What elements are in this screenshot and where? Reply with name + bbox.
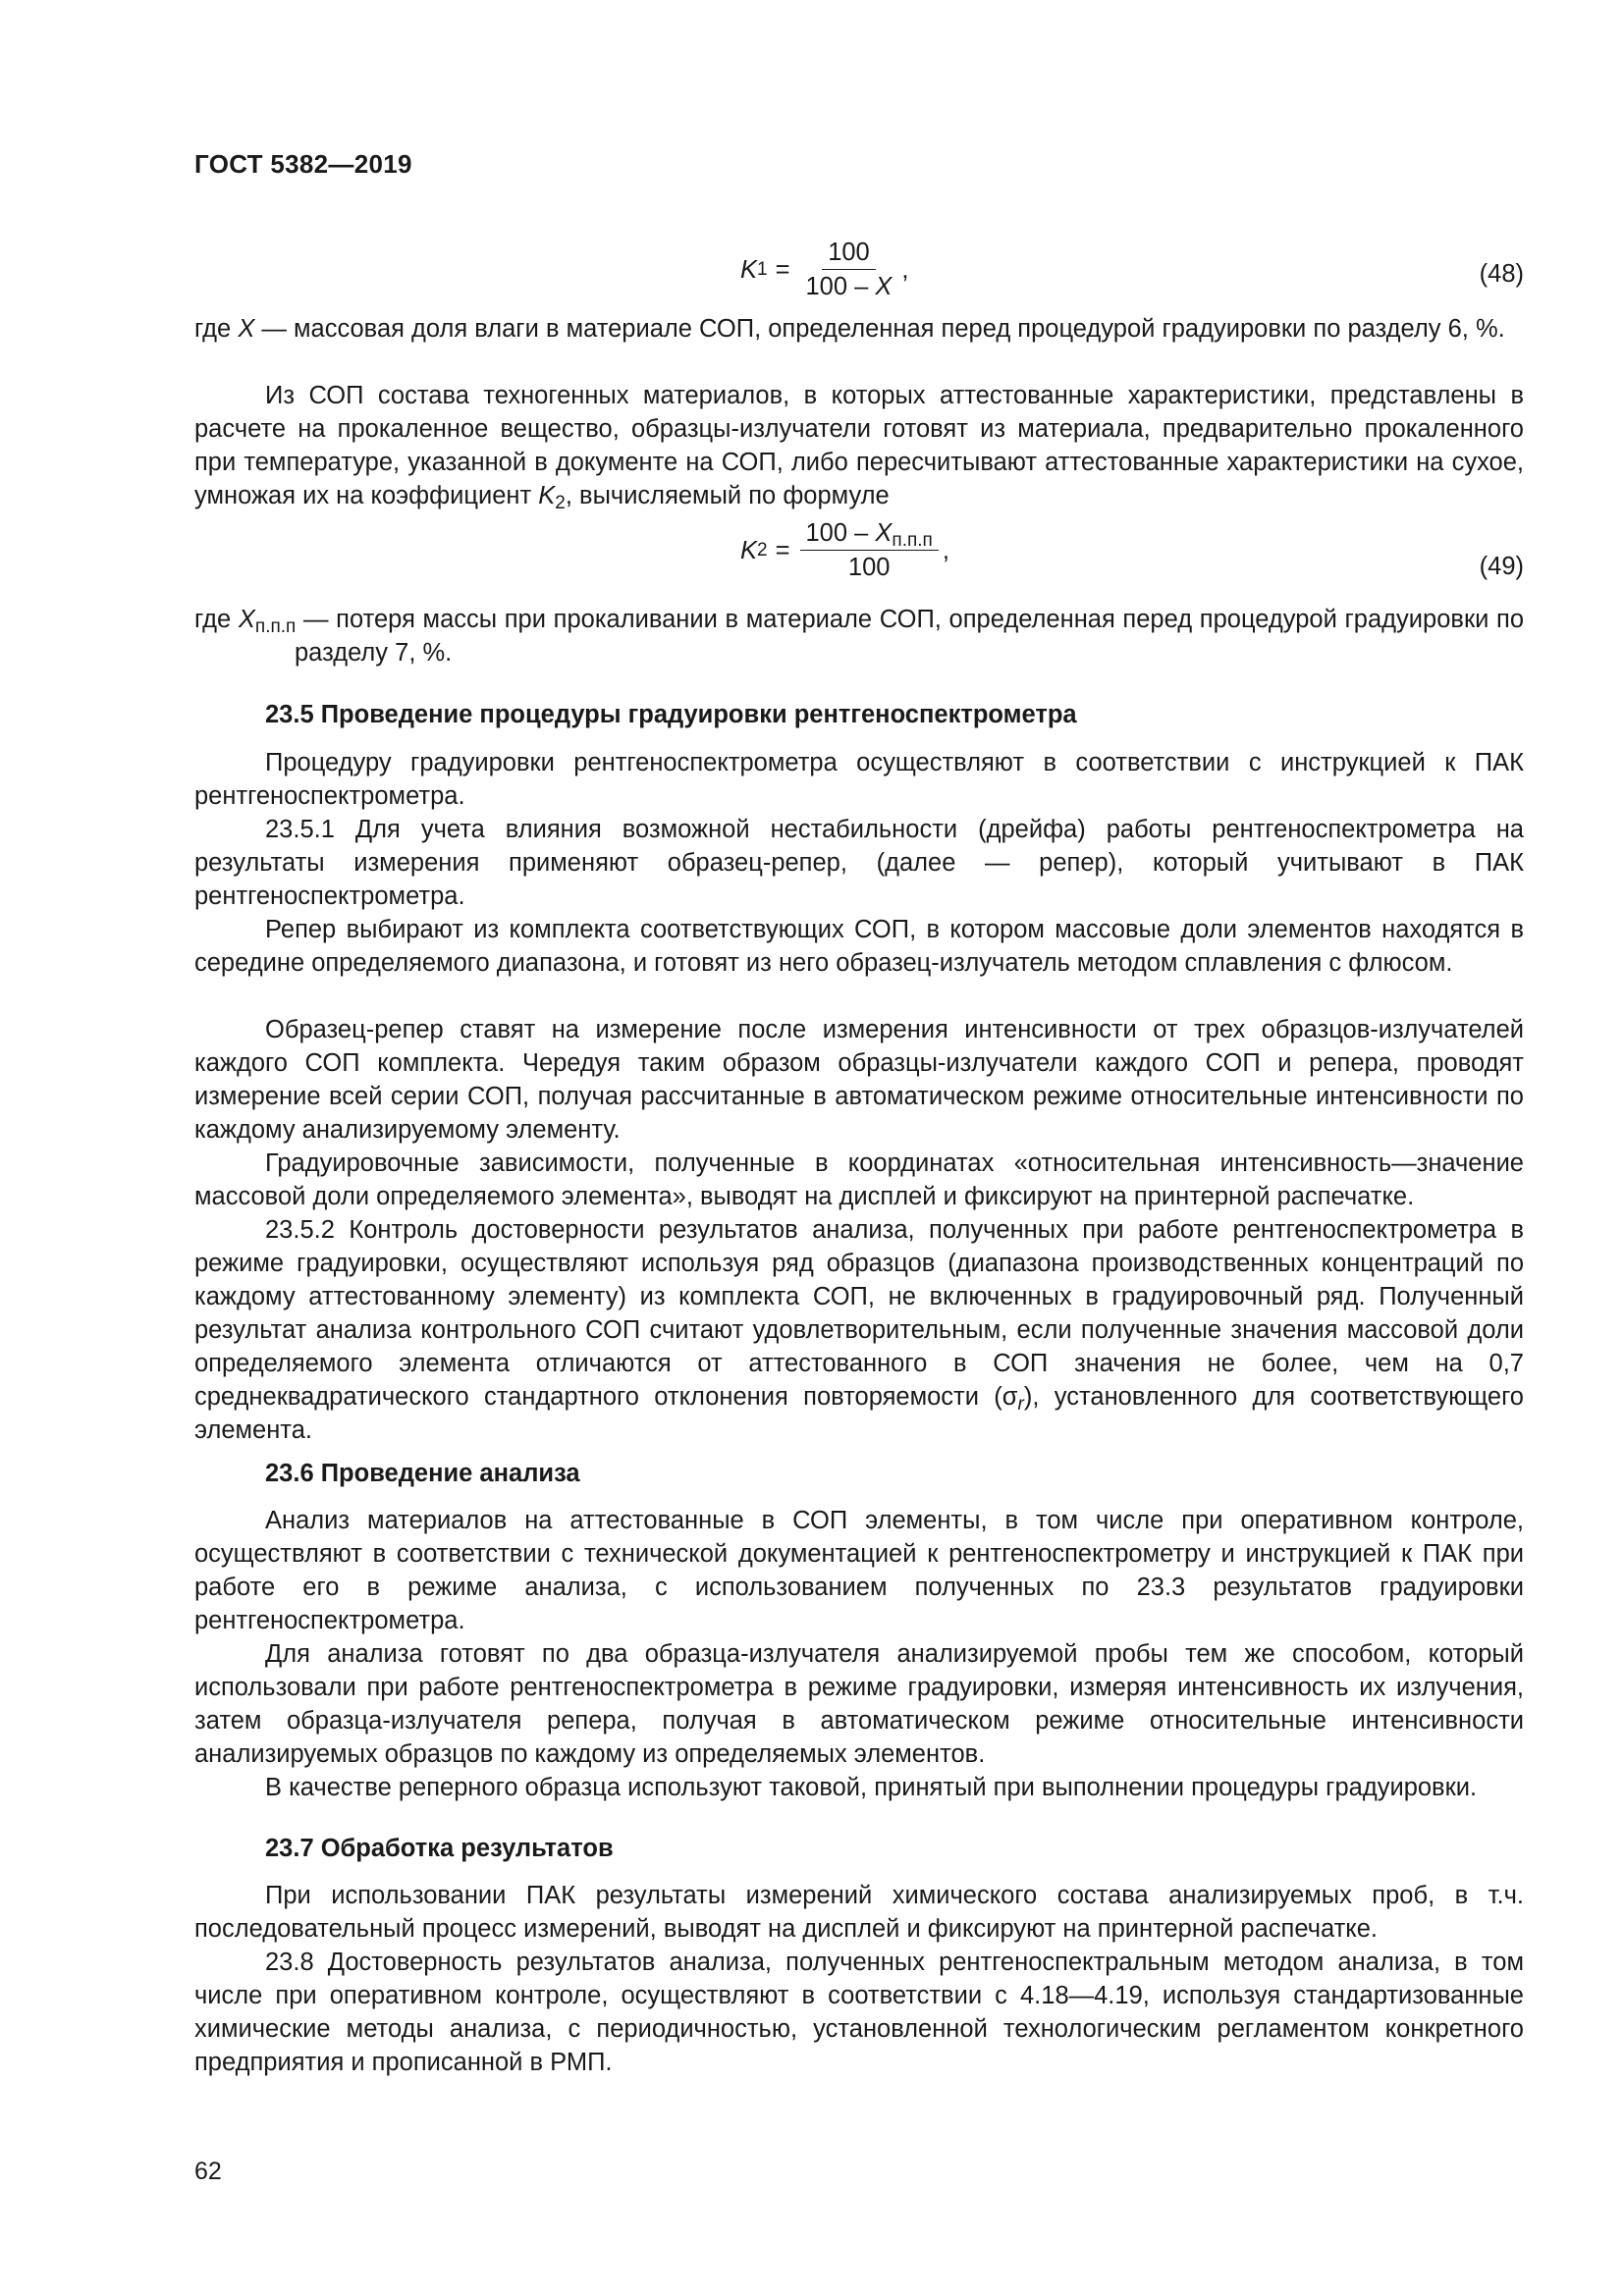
- paragraph-k2-intro: [194, 379, 1524, 512]
- where-49-var: X: [238, 606, 255, 633]
- formula-48-eq: =: [775, 255, 790, 284]
- formula-48: K 1 = $\frac{100}{100 - X}$ ,: [740, 239, 909, 300]
- formula-48-fraction: [800, 238, 898, 301]
- formula-48-denominator: [800, 270, 898, 301]
- formula-49: K 2 = $\frac{100 - X_{п.п.п}}{100}$ ,: [740, 519, 949, 581]
- formula-48-den-var: X: [875, 273, 893, 300]
- paragraph-23-7-1: При использовании ПАК результаты измерений химического состава анализируемых проб, в т.ч. последовательный процесс измерений, выводят на дисплей и фиксируют на принтерной распечатке.: [194, 1882, 1524, 1943]
- paragraph-23-5-6: [194, 1213, 1524, 1447]
- equation-number-49: (49): [1479, 553, 1524, 580]
- where-48-text: — массовая доля влаги в материале СОП, определенная перед процедурой градуировки по разделу 6, %.: [254, 315, 1505, 343]
- paragraph-23-6-1: Анализ материалов на аттестованные в СОП элементы, в том числе при оперативном контроле, осуществляют в соответствии с технической документацией к рентгеноспектрометру и инструкцией к ПАК при работе его в режиме анализа, с использованием полученных по 23.3 результатов градуировки рентгеноспектрометра.: [194, 1507, 1524, 1634]
- formula-49-num-prefix: 100 –: [805, 519, 876, 547]
- paragraph-23-8: 23.8 Достоверность результатов анализа, полученных рентгеноспектральным методом анализа, в том числе при оперативном контроле, осуществляют в соответствии с 4.18—4.19, используя стандартизованные химические методы анализа, с периодичностью, установленной технологическим регламентом конкретного предприятия и прописанной в РМП.: [194, 1949, 1524, 2076]
- paragraph-23-5-3: Репер выбирают из комплекта соответствующих СОП, в котором массовые доли элементов находятся в середине определяемого диапазона, и готовят из него образец-излучатель методом сплавления с флюсом.: [194, 916, 1524, 977]
- k2-intro-tail: , вычисляемый по формуле: [565, 482, 890, 509]
- k2-var: K: [538, 482, 556, 509]
- where-x-definition: [194, 312, 1524, 346]
- paragraph-23-5-5: Градуировочные зависимости, полученные в координатах «относительная интенсивность—значение массовой доли определяемого элемента», выводят на дисплей и фиксируют на принтерной распечатке.: [194, 1149, 1524, 1210]
- section-heading-23-5: 23.5 Проведение процедуры градуировки рентгеноспектрометра: [265, 701, 1077, 728]
- formula-49-num-var: X: [875, 519, 893, 547]
- where-48-var: X: [238, 315, 255, 343]
- formula-48-numerator: 100: [822, 238, 876, 270]
- where-49-prefix: где: [194, 606, 239, 633]
- paragraph-23-6-3: В качестве реперного образца используют таковой, принятый при выполнении процедуры градуировки.: [265, 1774, 1478, 1801]
- where-49-text: — потеря массы при прокаливании в материале СОП, определенная перед процедурой градуировки по разделу 7, %.: [295, 606, 1524, 667]
- k2-var-sub: 2: [555, 493, 566, 513]
- formula-49-numerator: [800, 518, 939, 551]
- document-id: ГОСТ 5382—2019: [194, 149, 412, 179]
- page-number: 62: [194, 2158, 222, 2185]
- formula-49-tail: ,: [942, 536, 949, 564]
- p-23-5-2-main: 23.5.2 Контроль достоверности результатов анализа, полученных при работе рентгеноспектрометра в режиме градуировки, осуществляют используя ряд образцов (диапазона производственных концентраций по каждому аттестованному элементу) из комплекта СОП, не включенных в градуировочный ряд. Полученный результат анализа контрольного СОП считают удовлетворительным, если полученные значения массовой доли определяемого элемента отличаются от аттестованного в СОП значения не более, чем на 0,7 среднеквадратического стандартного отклонения повторяемости (σ: [194, 1216, 1524, 1411]
- paragraph-23-5-4: Образец-репер ставят на измерение после измерения интенсивности от трех образцов-излучателей каждого СОП комплекта. Чередуя таким образом образцы-излучатели каждого СОП и репера, проводят измерение всей серии СОП, получая рассчитанные в автоматическом режиме относительные интенсивности по каждому анализируемому элементу.: [194, 1016, 1524, 1144]
- sigma-sub: r: [1017, 1394, 1024, 1415]
- formula-48-lhs: K: [740, 255, 758, 284]
- formula-49-num-sub: п.п.п: [892, 530, 933, 551]
- section-heading-23-6: 23.6 Проведение анализа: [265, 1460, 580, 1487]
- paragraph-23-6-2: Для анализа готовят по два образца-излучателя анализируемой пробы тем же способом, который использовали при работе рентгеноспектрометра в режиме градуировки, измеряя интенсивность их излучения, затем образца-излучателя репера, получая в автоматическом режиме относительные интенсивности анализируемых образцов по каждому из определяемых элементов.: [194, 1640, 1524, 1768]
- section-heading-23-7: 23.7 Обработка результатов: [265, 1835, 614, 1862]
- formula-49-lhs: K: [740, 536, 758, 564]
- formula-49-fraction: [800, 518, 939, 582]
- formula-49-denominator: 100: [847, 554, 891, 581]
- where-49-var-sub: п.п.п: [254, 616, 297, 637]
- paragraph-23-5-1: Процедуру градуировки рентгеноспектрометра осуществляют в соответствии с инструкцией к ПАК рентгеноспектрометра.: [194, 749, 1524, 810]
- formula-48-den-prefix: 100 –: [805, 273, 876, 300]
- formula-49-eq: =: [775, 536, 790, 564]
- p-23-5-2-tail: ), установленного для соответствующего элемента.: [194, 1383, 1524, 1444]
- k2-intro-text: Из СОП состава техногенных материалов, в которых аттестованные характеристики, представлены в расчете на прокаленное вещество, образцы-излучатели готовят из материала, предварительно прокаленного при температуре, указанной в документе на СОП, либо пересчитывают аттестованные характеристики на сухое, умножая их на коэффициент: [194, 382, 1524, 509]
- where-xppp-definition: [194, 603, 1524, 669]
- paragraph-23-5-2: 23.5.1 Для учета влияния возможной нестабильности (дрейфа) работы рентгеноспектрометра на результаты измерения применяют образец-репер, (далее — репер), который учитывают в ПАК рентгеноспектрометра.: [194, 816, 1524, 910]
- formula-48-tail: ,: [901, 255, 909, 284]
- equation-number-48: (48): [1479, 260, 1524, 288]
- where-48-prefix: где: [194, 315, 239, 343]
